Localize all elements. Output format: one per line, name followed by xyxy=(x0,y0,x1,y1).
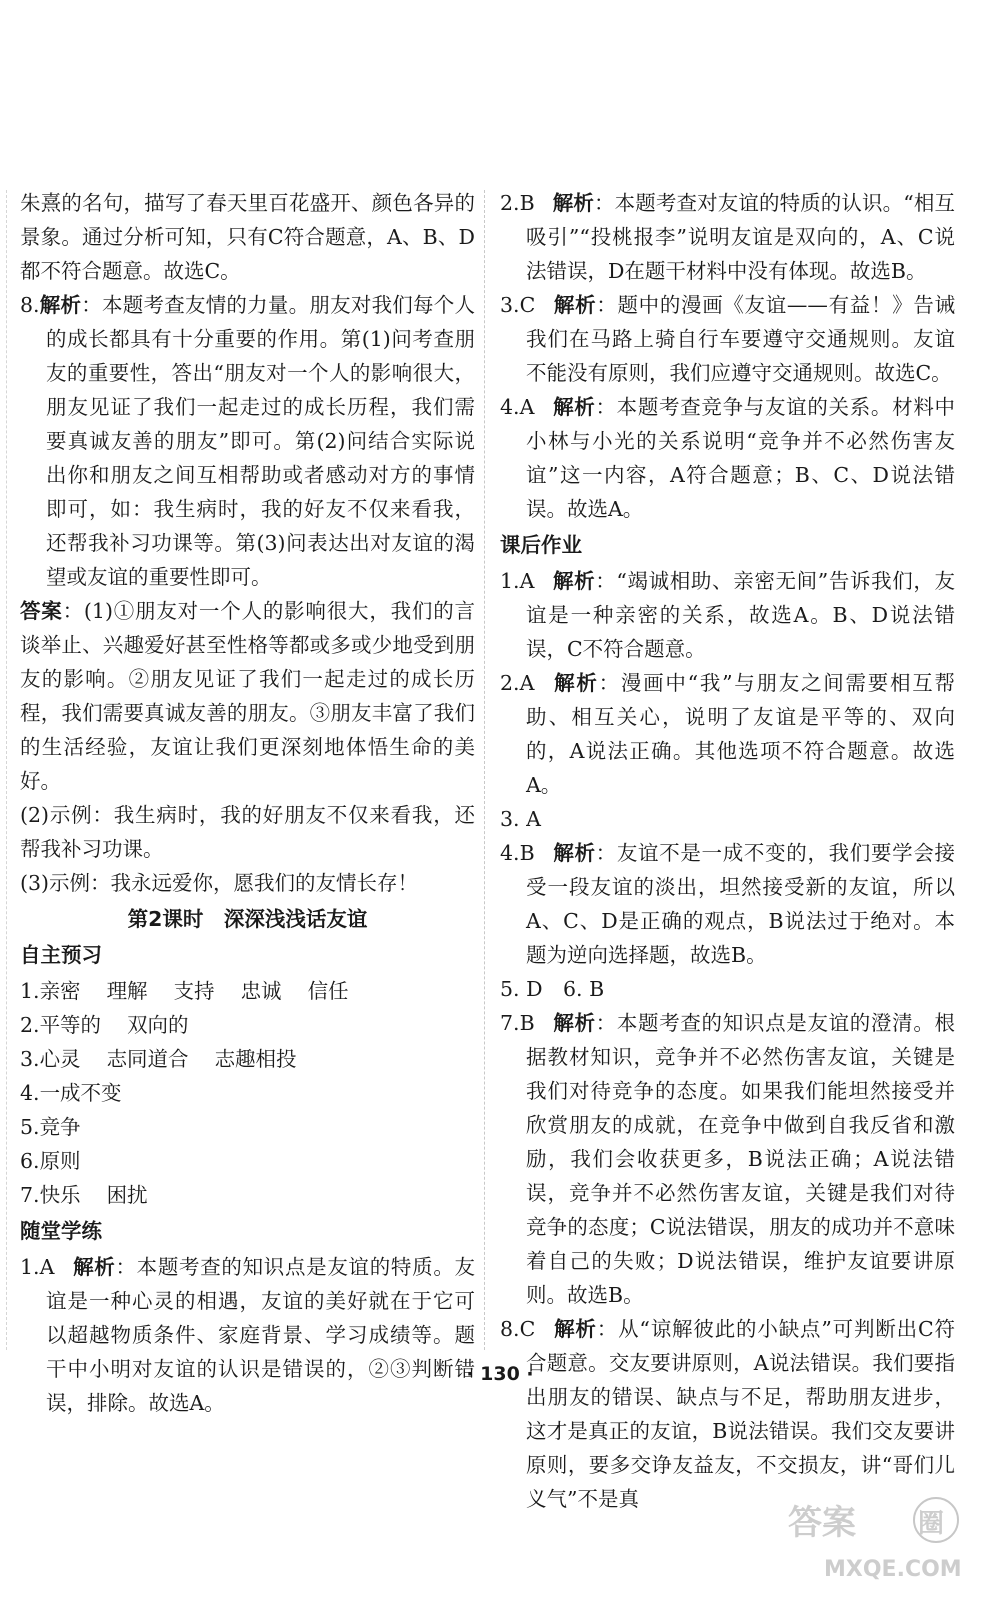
answer-term: 志同道合 xyxy=(106,1047,189,1071)
analysis-text: ：本题考查友情的力量。朋友对我们每个人的成长都具有十分重要的作用。第(1)问考查朋友的重要性，答出“朋友对一个人的影响很大，朋友见证了我们一起走过的成长历程，我们需要真诚友善的朋友”即可。第(2)问结合实际说出你和朋友之间互相帮助或者感动对方的事情即可，如：我生病时，我的好友不仅来看我，还帮我补习功课等。第(3)问表达出对友谊的渴望或友谊的重要性即可。 xyxy=(46,293,476,589)
right-column xyxy=(500,186,955,1516)
answer-choice: A xyxy=(519,671,535,695)
answer-label: 答案 xyxy=(20,599,63,623)
homework-questions-5-6: 5. D 6. B xyxy=(500,977,605,1001)
item-number: 6. xyxy=(20,1149,40,1173)
section-heading-homework: 课后作业 xyxy=(500,533,582,557)
analysis-label: 解析 xyxy=(552,841,596,865)
list-item xyxy=(20,1076,475,1110)
question-number: 1. xyxy=(20,1255,40,1279)
column-divider xyxy=(484,190,485,1350)
homework-question-8 xyxy=(500,1312,955,1516)
answer-choice: B xyxy=(519,191,535,215)
answer-term: 忠诚 xyxy=(240,979,282,1003)
list-item xyxy=(20,1008,475,1042)
left-margin-rule xyxy=(6,190,7,1350)
analysis-label: 解析 xyxy=(39,293,82,317)
analysis-text: ：从“谅解彼此的小缺点”可判断出C符合题意。交友要讲原则，A说法错误。我们要指出朋友的错误、缺点与不足，帮助朋友进步，这才是真正的友谊，B说法错误。我们交友要讲原则，要多交诤友益友，不交损友，讲“哥们儿义气”不是真 xyxy=(526,1317,955,1511)
question-number: 8. xyxy=(20,293,40,317)
lesson-title: 第2课时 深深浅浅话友谊 xyxy=(127,907,368,931)
question-number: 3. xyxy=(500,293,520,317)
analysis-text: ：本题考查竞争与友谊的关系。材料中小林与小光的关系说明“竞争并不必然伤害友谊”这一内容，A符合题意；B、C、D说法错误。故选A。 xyxy=(526,395,956,521)
analysis-label: 解析 xyxy=(552,395,596,419)
answer-choice: A xyxy=(39,1255,55,1279)
item-number: 4. xyxy=(20,1081,40,1105)
list-item xyxy=(20,1042,475,1076)
answer-part-3: (3)示例：我永远爱你，愿我们的友情长存！ xyxy=(20,871,419,895)
homework-question-4 xyxy=(500,836,955,972)
svg-text:圈: 圈 xyxy=(918,1509,945,1539)
item-number: 2. xyxy=(20,1013,40,1037)
watermark-logo xyxy=(784,1490,964,1586)
homework-question-3: 3. A xyxy=(500,807,541,831)
list-item xyxy=(20,1144,475,1178)
answer-term: 心灵 xyxy=(39,1047,81,1071)
analysis-label: 解析 xyxy=(552,569,596,593)
analysis-label: 解析 xyxy=(553,293,597,317)
list-item xyxy=(20,974,475,1008)
answer-part-2: (2)示例：我生病时，我的好朋友不仅来看我，还帮我补习功课。 xyxy=(20,803,475,861)
question-number: 7. xyxy=(500,1011,520,1035)
question-8 xyxy=(20,288,475,594)
analysis-text: ：“竭诚相助、亲密无间”告诉我们，友谊是一种亲密的关系，故选A。B、D说法错误，C不符合题意。 xyxy=(526,569,955,661)
item-number: 1. xyxy=(20,979,40,1003)
analysis-label: 解析 xyxy=(552,1011,596,1035)
answer-choice: A xyxy=(519,395,535,419)
answer-choice: B xyxy=(519,1011,535,1035)
answer-choice: C xyxy=(519,293,536,317)
section-heading-preview: 自主预习 xyxy=(20,943,102,967)
answer-term: 支持 xyxy=(173,979,215,1003)
analysis-text: ：本题考查的知识点是友谊的澄清。根据教材知识，竞争并不必然伤害友谊，关键是我们对待竞争的态度。如果我们能坦然接受并欣赏朋友的成就，在竞争中做到自我反省和激励，我们会收获更多，B说法正确；A说法错误，竞争并不必然伤害友谊，关键是我们对待竞争的态度；C说法错误，朋友的成功并不意味着自己的失败；D说法错误，维护友谊要讲原则。故选B。 xyxy=(526,1011,955,1307)
section-heading-class-practice: 随堂学练 xyxy=(20,1219,102,1243)
list-item xyxy=(20,1178,475,1212)
class-question-3 xyxy=(500,288,955,390)
preview-list xyxy=(20,974,475,1212)
analysis-text: ：本题考查的知识点是友谊的特质。友谊是一种心灵的相遇，友谊的美好就在于它可以超越物质条件、家庭背景、学习成绩等。题干中小明对友谊的认识是错误的，②③判断错误，排除。故选A。 xyxy=(46,1255,476,1415)
answer-term: 一成不变 xyxy=(39,1081,122,1105)
analysis-text: ：友谊不是一成不变的，我们要学会接受一段友谊的淡出，坦然接受新的友谊，所以A、C、D是正确的观点，B说法过于绝对。本题为逆向选择题，故选B。 xyxy=(526,841,955,967)
question-number: 2. xyxy=(500,191,520,215)
answer-term: 理解 xyxy=(106,979,148,1003)
analysis-text: ：漫画中“我”与朋友之间需要相互帮助、相互关心，说明了友谊是平等的、双向的，A说法正确。其他选项不符合题意。故选A。 xyxy=(526,671,956,797)
left-column xyxy=(20,186,475,1420)
item-number: 3. xyxy=(20,1047,40,1071)
svg-text:MXQE.COM: MXQE.COM xyxy=(824,1557,962,1582)
item-number: 7. xyxy=(20,1183,40,1207)
answer-term: 困扰 xyxy=(106,1183,148,1207)
analysis-label: 解析 xyxy=(553,1317,597,1341)
answer-paragraph xyxy=(20,594,475,798)
answer-choice: C xyxy=(519,1317,536,1341)
item-number: 5. xyxy=(20,1115,40,1139)
class-question-4 xyxy=(500,390,955,526)
answer-term: 快乐 xyxy=(39,1183,81,1207)
intro-paragraph: 朱熹的名句，描写了春天里百花盛开、颜色各异的景象。通过分析可知，只有C符合题意，A、B、D都不符合题意。故选C。 xyxy=(20,191,475,283)
question-number: 1. xyxy=(500,569,520,593)
analysis-label: 解析 xyxy=(552,671,599,695)
answer-text: ：(1)①朋友对一个人的影响很大，我们的言谈举止、兴趣爱好甚至性格等都或多或少地受到朋友的影响。②朋友见证了我们一起走过的成长历程，我们需要真诚友善的朋友。③朋友丰富了我们的生活经验，友谊让我们更深刻地体悟生命的美好。 xyxy=(20,599,476,793)
answer-choice: B xyxy=(519,841,535,865)
list-item xyxy=(20,1110,475,1144)
answer-term: 志趣相投 xyxy=(214,1047,297,1071)
analysis-text: ：题中的漫画《友谊——有益！》告诫我们在马路上骑自行车要遵守交通规则。友谊不能没有原则，我们应遵守交通规则。故选C。 xyxy=(526,293,956,385)
homework-question-2 xyxy=(500,666,955,802)
analysis-text: ：本题考查对友谊的特质的认识。“相互吸引”“投桃报李”说明友谊是双向的，A、C说法错误，D在题干材料中没有体现。故选B。 xyxy=(526,191,955,283)
answer-term: 竞争 xyxy=(39,1115,81,1139)
question-number: 4. xyxy=(500,841,520,865)
question-number: 2. xyxy=(500,671,520,695)
class-question-2 xyxy=(500,186,955,288)
question-number: 8. xyxy=(500,1317,520,1341)
answer-choice: A xyxy=(519,569,535,593)
homework-question-1 xyxy=(500,564,955,666)
answer-term: 双向的 xyxy=(127,1013,189,1037)
question-number: 4. xyxy=(500,395,520,419)
analysis-label: 解析 xyxy=(552,191,594,215)
homework-question-7 xyxy=(500,1006,955,1312)
page-number: · 130 · xyxy=(466,1363,534,1385)
answer-term: 原则 xyxy=(39,1149,81,1173)
analysis-label: 解析 xyxy=(72,1255,116,1279)
svg-text:答案: 答案 xyxy=(788,1503,856,1543)
answer-term: 亲密 xyxy=(39,979,81,1003)
answer-term: 信任 xyxy=(307,979,349,1003)
class-question-1 xyxy=(20,1250,475,1420)
answer-term: 平等的 xyxy=(39,1013,102,1037)
